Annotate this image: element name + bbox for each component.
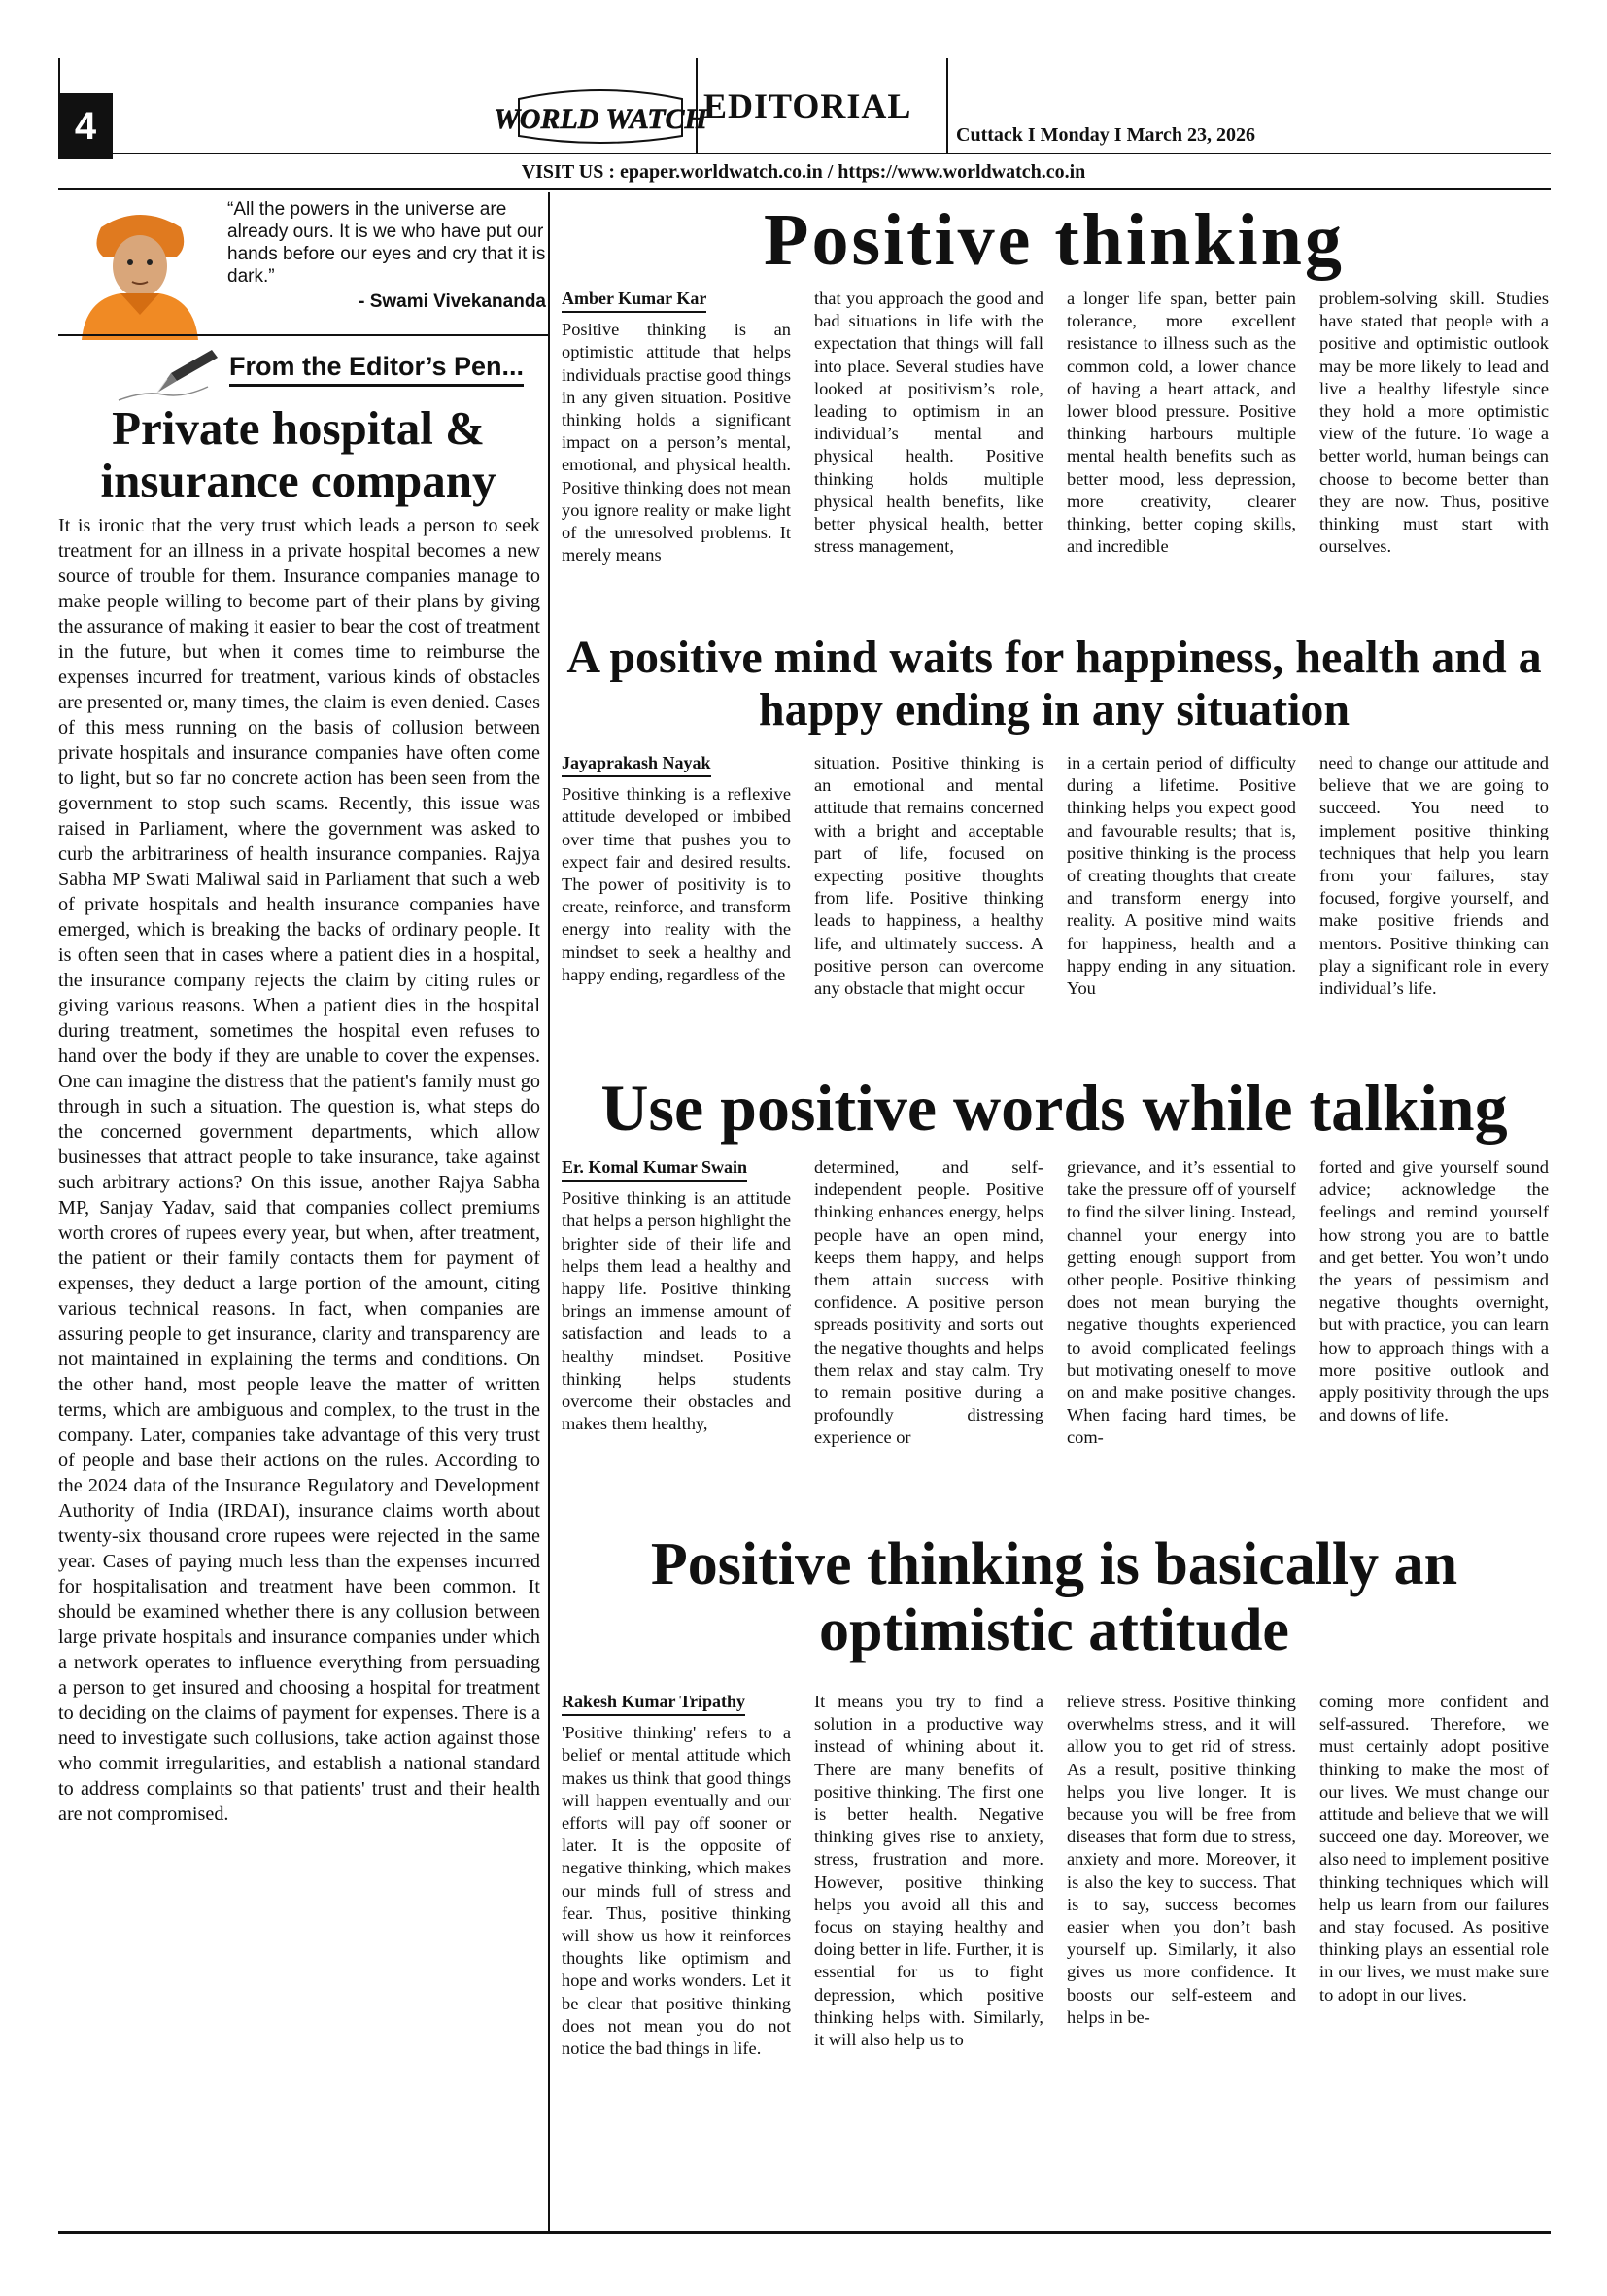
logo-text: WORLD WATCH xyxy=(494,103,707,135)
quote-text: “All the powers in the universe are already ours. It is we who have put our hands before our eyes and cry that it is dark.” xyxy=(227,199,546,287)
article-byline: Jayaprakash Nayak xyxy=(562,752,711,777)
masthead-rule xyxy=(113,153,1551,154)
article-headline: A positive mind waits for happiness, health and a happy ending in any situation xyxy=(566,632,1542,736)
quote-author: - Swami Vivekananda xyxy=(359,291,546,312)
column-text: 'Positive thinking' refers to a belief or mental attitude which makes us think that good things will happen eventually and our efforts will pay off sooner or later. It is the opposite of negative thinking, which makes our minds full of stress and fear. Thus, positive thinking will show us how it reinforces thoughts like optimism and hope and works wonders. Let it be clear that positive thinking does not mean you do not notice the bad things in life. xyxy=(562,1723,791,2059)
editorial-body: It is ironic that the very trust which leads a person to seek treatment for an illness in a private hospital becomes a new source of trouble for them. Insurance companies manage to make people willing to become part of their plans by giving the assurance of making it easier to bear the cost of treatment in the future, but when it comes time to reimburse the expenses incurred for treatment, various kinds of obstacles are presented or, many times, the claim is even denied. Cases of this mess running on the basis of collusion between private hospitals and insurance companies have often come to light, but so far no concrete action has been seen from the government to stop such scams. Recently, this issue was raised in Parliament, where the government was asked to curb the arbitrariness of health insurance companies. Rajya Sabha MP Swati Maliwal said in Parliament that such a web of private hospitals and health insurance companies have emerged, which is breaking the backs of ordinary people. It is often seen that in cases where a patient dies in a hospital, the insurance company rejects the claim by citing rules or giving various reasons. When a patient dies in the hospital during treatment, sometimes the hospital even refuses to hand over the body if they are unable to cover the expenses. One can imagine the distress that the patient's family must go through in such a situation. The question is, what steps do the concerned government departments, which allow businesses that attract people to take insurance, take against such arbitrary actions? On this issue, another Rajya Sabha MP, Sanjay Yadav, said that companies collect premiums worth crores of rupees every year, but when, after treatment, the patient or their family contacts them for payment of expenses, they deduct a large portion of the amount, citing various technical reasons. In fact, when companies are assuring people to get insurance, clarity and transparency are not maintained in explaining the terms and conditions. On the other hand, most people leave the matter of written terms, which are ambiguous and complex, to the trust in the company. Later, companies take advantage of this very trust of people and base their actions on the rules. According to the 2024 data of the Insurance Regulatory and Development Authority of India (IRDAI), insurance claims worth about twenty-six thousand crore rupees were rejected in the same year. Cases of paying much less than the expenses incurred for hospitalisation and treatment have been common. It should be examined whether there is any collusion between large private hospitals and insurance companies under which a network operates to influence everything from persuading a person to get insured and choosing a hospital for treatment to deciding on the claims of payment for expenses. There is a need to investigate such collusions, take action against those who commit irregularities, and establish a national standard to address complaints so that patients' trust and their health are not compromised. xyxy=(58,515,540,1825)
article-column: a longer life span, better pain tolerance, more excellent resistance to illness such as the common cold, a lower chance of having a heart attack, and lower blood pressure. Positive thinking harbours multiple mental health benefits such as better mood, less depression, more creativity, clearer thinking, better coping skills, and incredible xyxy=(1067,289,1296,557)
dateline: Cuttack I Monday I March 23, 2026 xyxy=(956,124,1255,146)
article-column xyxy=(562,752,791,986)
article-headline: Use positive words while talking xyxy=(600,1071,1508,1145)
article-column: need to change our attitude and believe that we are going to succeed. You need to implement positive thinking techniques that help you learn from your failures, stay focused, forgive yourself, and make positive friends and mentors. Positive thinking can play a significant role in every individual’s life. xyxy=(1319,753,1549,999)
article-byline: Amber Kumar Kar xyxy=(562,288,706,313)
article-column: problem-solving skill. Studies have stated that people with a positive and optimistic outlook may be more likely to lead and live a healthy lifestyle since they hold a more optimistic view of the future. To wage a better world, human beings can choose to become better than they are now. Thus, positive thinking must start with ourselves. xyxy=(1319,289,1549,557)
column-text: Positive thinking is an attitude that helps a person highlight the brighter side of their life and helps them lead a healthy and happy life. Positive thinking brings an immense amount of satisfaction and leads to a healthy mindset. Positive thinking helps students overcome their obstacles and makes them healthy, xyxy=(562,1188,791,1434)
article-column: determined, and self-independent people. Positive thinking enhances energy, helps people have an open mind, keeps them happy, and helps them attain success with confidence. A positive person spreads positivity and sorts out the negative thoughts and helps them relax and stay calm. Try to remain positive during a profoundly distressing experience or xyxy=(814,1157,1043,1448)
article-headline: Positive thinking is basically an optimistic attitude xyxy=(650,1531,1458,1663)
column-text: Positive thinking is a reflexive attitude developed or imbibed over time that pushes you to expect fair and desired results. The power of positivity is to create, reinforce, and transform energy into reality with the mindset to seek a healthy and happy ending, regardless of the xyxy=(562,784,791,984)
column-text: Positive thinking is an optimistic attitude that helps individuals practise good things in any given situation. Positive thinking holds a significant impact on a person’s mental, emotional, and physical health. Positive thinking does not mean you ignore reality or make light of the unresolved problems. It merely means xyxy=(562,320,791,565)
article-column xyxy=(562,288,791,566)
article-column: forted and give yourself sound advice; acknowledge the feelings and remind yourself how strong you are to battle and get better. You won’t undo the years of pessimism and negative thoughts overnight, but with practice, you can learn how to approach things with a more positive outlook and apply positivity through the ups and downs of life. xyxy=(1319,1157,1549,1425)
article-column xyxy=(562,1156,791,1435)
editor-pen-label: From the Editor’s Pen... xyxy=(229,352,524,387)
fountain-pen-icon xyxy=(115,344,222,404)
article-column: that you approach the good and bad situations in life with the expectation that things will fall into place. Several studies have looked at positivism’s role, leading to optimism in an individual’s mental and physical health. Positive thinking holds multiple physical health benefits, like better physical health, better stress management, xyxy=(814,289,1043,557)
article-column: in a certain period of difficulty during a lifetime. Positive thinking helps you expect good and favourable results; that is, positive thinking is the process of creating thoughts that create and transform energy into reality. A positive mind waits for happiness, health and a happy ending in any situation. You xyxy=(1067,753,1296,999)
article-column: situation. Positive thinking is an emotional and mental attitude that remains concerned with a bright and acceptable part of life, focused on expecting positive thoughts from life. Positive thinking leads to happiness, a healthy life, and ultimately success. A positive person can overcome any obstacle that might occur xyxy=(814,753,1043,999)
column-divider xyxy=(548,192,550,2231)
article-byline: Er. Komal Kumar Swain xyxy=(562,1156,747,1182)
website-links[interactable]: VISIT US : epaper.worldwatch.co.in / https://www.worldwatch.co.in xyxy=(521,161,1086,183)
section-title: EDITORIAL xyxy=(703,86,912,125)
page-number: 4 xyxy=(58,93,113,159)
editorial-headline: Private hospital & insurance company xyxy=(100,401,496,507)
article-column: coming more confident and self-assured. Therefore, we must certainly adopt positive thinking to make the most of our lives. We must change our attitude and believe that we will succeed one day. Moreover, we also need to implement positive thinking techniques which will help us learn from our failures and stay focused. As positive thinking plays an essential role in our lives, we must make sure to adopt in our lives. xyxy=(1319,1692,1549,2005)
article-column: relieve stress. Positive thinking overwhelms stress, and it will allow you to get rid of stress. As a result, positive thinking helps you live longer. It is because you will be free from diseases that form due to stress, anxiety and more. Moreover, it is also the key to success. That is to say, success becomes easier when you don’t bash yourself up. Similarly, it also gives us more confidence. It boosts our self-esteem and helps in be- xyxy=(1067,1692,1296,2027)
article-column: It means you try to find a solution in a productive way instead of whining about it. There are many benefits of positive thinking. The first one is better health. Negative thinking gives rise to anxiety, stress, frustration and more. However, positive thinking helps you avoid all this and focus on staying healthy and doing better in life. Further, it is essential for us to fight depression, which positive thinking helps with. Similarly, it will also help us to xyxy=(814,1692,1043,2050)
article-column: grievance, and it’s essential to take the pressure off of yourself to find the silver lining. Instead, channel your energy into getting enough support from other people. Positive thinking does not mean burying the negative thoughts experienced to avoid complicated feelings but motivating oneself to move on and make positive changes. When facing hard times, be com- xyxy=(1067,1157,1296,1448)
masthead-divider xyxy=(946,58,948,154)
masthead-bottom-rule xyxy=(58,188,1551,190)
world-watch-logo xyxy=(494,80,707,152)
article-byline: Rakesh Kumar Tripathy xyxy=(562,1691,745,1716)
page-bottom-rule xyxy=(58,2231,1551,2234)
article-headline: Positive thinking xyxy=(764,199,1345,281)
article-column xyxy=(562,1691,791,2060)
vivekananda-portrait xyxy=(62,198,218,340)
quote-rule xyxy=(58,334,548,336)
